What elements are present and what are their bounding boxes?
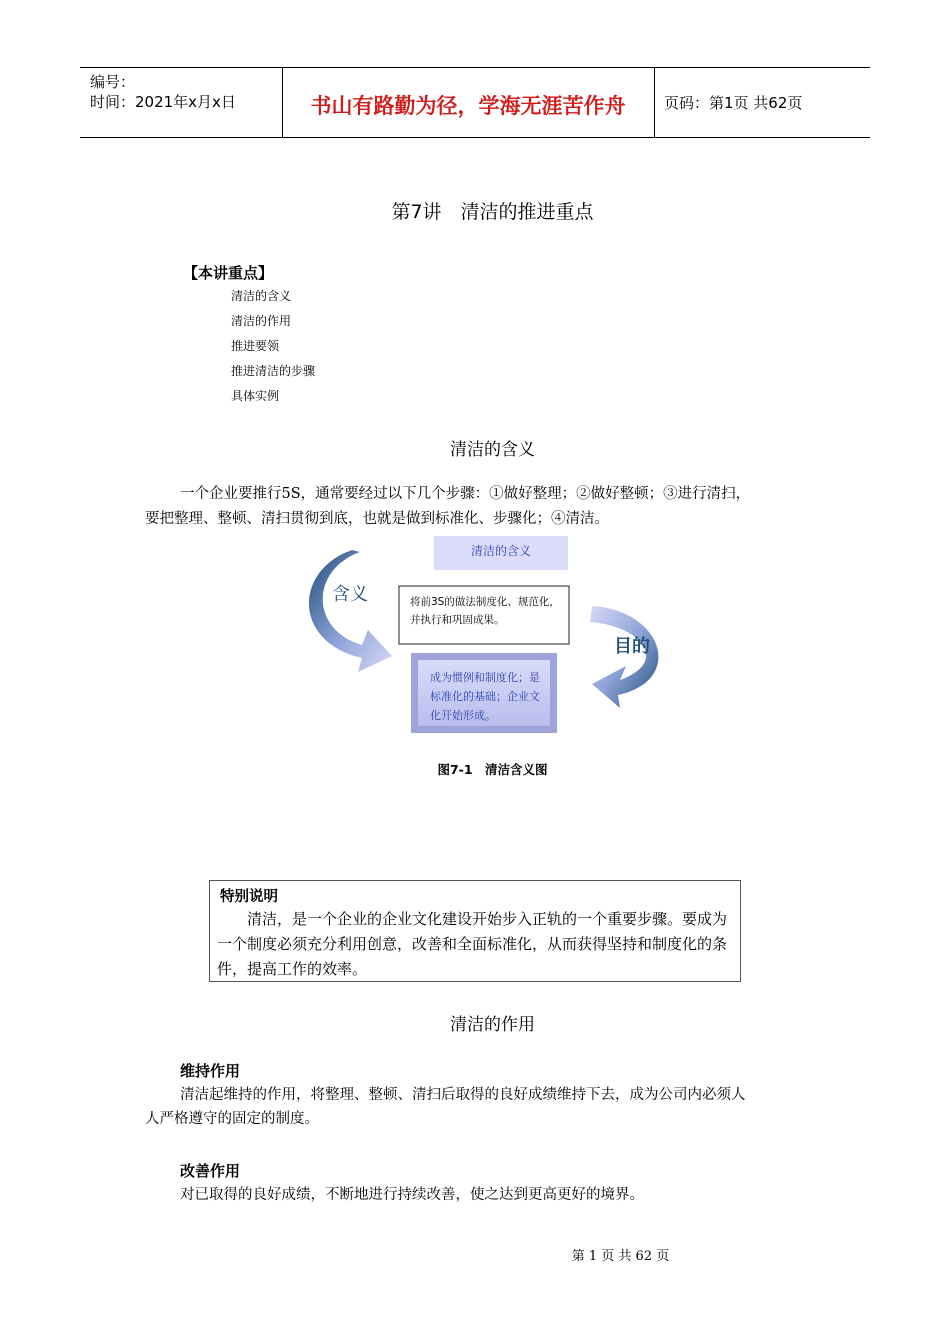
- center-box-text: [410, 593, 560, 629]
- list-item: 清洁的作用: [231, 314, 292, 328]
- bottom-box-line: 化开始形成。: [430, 709, 496, 722]
- top-box-label: 清洁的含义: [470, 544, 531, 558]
- section-heading-meaning: 清洁的含义: [450, 440, 535, 460]
- page-footer: 第 1 页 共 62 页: [571, 1249, 670, 1264]
- header-divider: [654, 68, 655, 137]
- center-box-line: 将前3S的做法制度化、规范化，: [410, 596, 560, 608]
- paragraph-line: 人严格遵守的固定的制度。: [145, 1111, 319, 1127]
- key-points-label: 【本讲重点】: [183, 264, 274, 282]
- left-curved-arrow: [309, 550, 392, 672]
- list-item: 推进清洁的步骤: [231, 364, 316, 378]
- paragraph-line: 对已取得的良好成绩，不断地进行持续改善，使之达到更高更好的境界。: [180, 1187, 644, 1203]
- subheading-maintain: 维持作用: [180, 1062, 241, 1080]
- number-label: 编号：: [90, 73, 136, 91]
- left-arrow-label: 含义: [332, 584, 368, 605]
- subheading-improve: 改善作用: [180, 1162, 241, 1180]
- paragraph-line: 一个企业要推行5S，通常要经过以下几个步骤：①做好整理；②做好整顿；③进行清扫，: [180, 486, 751, 502]
- paragraph-line: 清洁起维持的作用，将整理、整顿、清扫后取得的良好成绩维持下去，成为公司内必须人: [180, 1087, 746, 1103]
- list-item: 清洁的含义: [231, 289, 292, 303]
- list-item: 具体实例: [231, 389, 280, 403]
- figure-caption: 图7-1 清洁含义图: [437, 762, 548, 777]
- bottom-box-line: 成为惯例和制度化；是: [430, 671, 540, 684]
- right-arrow-label: 目的: [614, 636, 650, 657]
- note-title: 特别说明: [220, 889, 278, 905]
- note-text: 清洁，是一个企业的企业文化建设开始步入正轨的一个重要步骤。要成为一个制度必须充分利用创意，改善和全面标准化，从而获得坚持和制度化的条件，提高工作的效率。: [217, 910, 728, 978]
- header-page-info: 页码：第1页 共62页: [664, 94, 803, 112]
- special-note-box: [209, 880, 741, 982]
- header-motto: 书山有路勤为径，学海无涯苦作舟: [310, 93, 626, 118]
- section-heading-function: 清洁的作用: [450, 1015, 535, 1035]
- center-box-line: 并执行和巩固成果。: [410, 614, 505, 626]
- page-title: 第7讲 清洁的推进重点: [391, 201, 594, 223]
- time-label: 时间：2021年x月x日: [90, 93, 236, 111]
- key-points-list: [231, 286, 315, 411]
- document-header: [80, 67, 870, 138]
- bottom-box-text: [430, 668, 540, 725]
- paragraph-line: 要把整理、整顿、清扫贯彻到底，也就是做到标准化、步骤化；④清洁。: [145, 511, 609, 527]
- list-item: 推进要领: [231, 339, 280, 353]
- bottom-box-line: 标准化的基础；企业文: [430, 690, 540, 703]
- header-left: [90, 72, 236, 112]
